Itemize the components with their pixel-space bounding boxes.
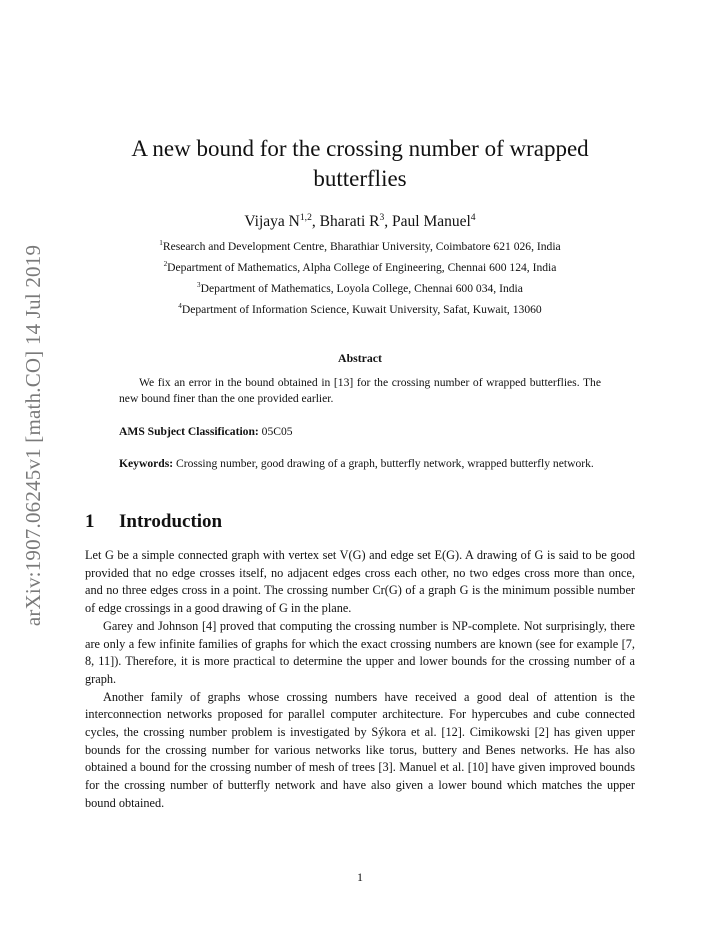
arxiv-stamp <box>14 215 54 655</box>
author: Vijaya N$^{1,2}$, <box>244 211 320 230</box>
ams-classification <box>119 424 601 440</box>
author: Paul Manuel$^4$ <box>392 211 476 230</box>
ams-value: 05C05 <box>261 425 293 438</box>
section-title: Introduction <box>119 511 223 532</box>
paper-title: A new bound for the crossing number of wrapped butterflies <box>131 136 589 191</box>
affiliation: $^2$Department of Mathematics, Alpha College of Engineering, Chennai 600 124, India <box>163 260 557 274</box>
section-heading <box>85 511 222 533</box>
author: Bharati $R^3$, <box>319 211 393 230</box>
arxiv-id: arXiv:1907.06245v1 [math.CO] 14 Jul 2019 <box>21 244 46 626</box>
keywords <box>119 456 601 472</box>
keywords-label: Keywords: <box>119 457 174 470</box>
abstract-text: We fix an error in the bound obtained in [13] for the crossing number of wrapped butterflies. The new bound finer than the one provided earlier. <box>119 376 601 405</box>
affiliation: $^3$Department of Mathematics, Loyola College, Chennai 600 034, India <box>197 281 523 295</box>
paragraph: Garey and Johnson [4] proved that computing the crossing number is NP-complete. Not surprisingly, there are only a few infinite families of graphs for which the exact crossing numbers are known (see for example [7, 8, 11]). Therefore, it is more practical to determine the upper and lower bounds for the crossing number of a graph. <box>85 618 635 686</box>
abstract-heading: Abstract <box>338 351 382 365</box>
paragraph: Let G be a simple connected graph with vertex set V(G) and edge set E(G). A drawing of G is said to be good provided that no edge crosses itself, no adjacent edges cross each other, no two edges cross more than once, and no three edges cross in a point. The crossing number Cr(G) of a graph G is the minimum possible number of edge crossings in a good drawing of G in the plane. <box>85 548 635 616</box>
section-number: 1 <box>85 511 95 532</box>
affiliation-list <box>90 236 630 320</box>
affiliation: $^1$Research and Development Centre, Bharathiar University, Coimbatore 621 026, India <box>159 239 561 253</box>
keywords-value: Crossing number, good drawing of a graph, butterfly network, wrapped butterfly network. <box>176 457 594 470</box>
paragraph: Another family of graphs whose crossing numbers have received a good deal of attention is the interconnection networks proposed for parallel computer architecture. For hypercubes and cube connected cycles, the crossing number problem is investigated by Sýkora et al. [12]. Cimikowski [2] has given upper bounds for the crossing number for various networks like torus, buttery and Benes networks. He has also obtained a bound for the crossing number of mesh of trees [3]. Manuel et al. [10] have given improved bounds for the crossing number of butterfly network and have also given a lower bound which matches the upper bound obtained. <box>85 689 635 810</box>
author-list <box>100 212 620 232</box>
page-number: 1 <box>357 870 363 884</box>
section-body <box>85 547 635 813</box>
ams-label: AMS Subject Classification: <box>119 425 259 438</box>
affiliation: $^4$Department of Information Science, Kuwait University, Safat, Kuwait, 13060 <box>178 302 542 316</box>
